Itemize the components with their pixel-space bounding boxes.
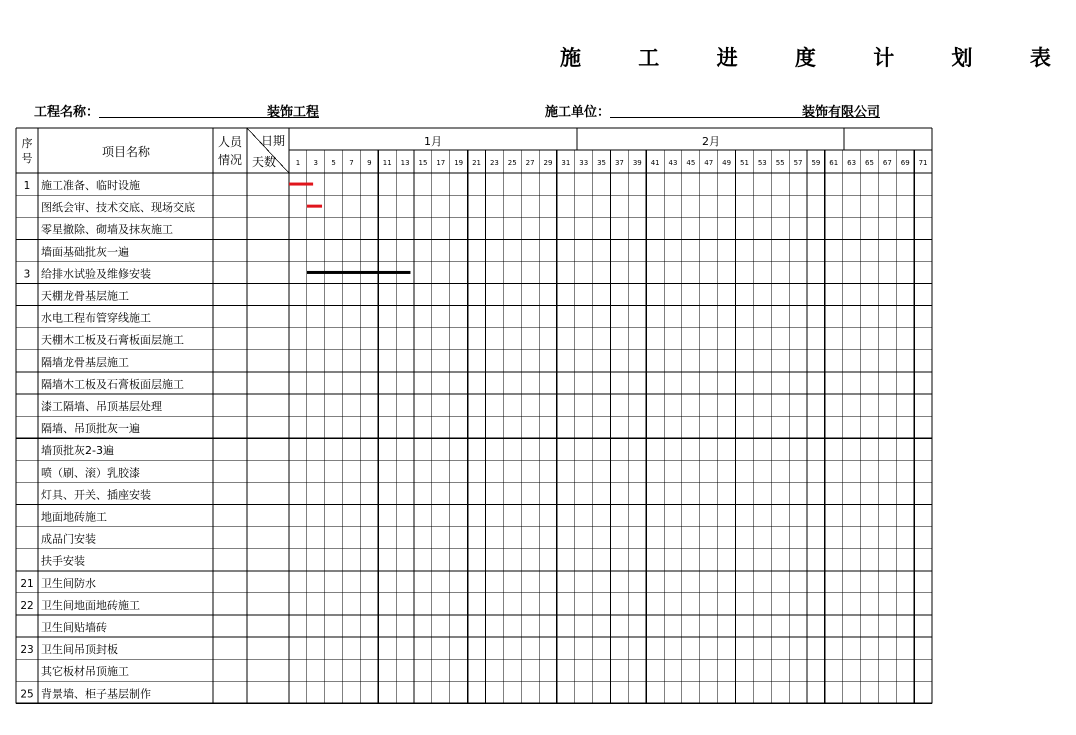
day-tick-label: 21 xyxy=(472,159,482,167)
row-item-name: 背景墙、柜子基层制作 xyxy=(41,687,151,701)
page-title: 施 工 进 度 计 划 表 xyxy=(560,45,1076,70)
day-tick-label: 37 xyxy=(614,159,624,167)
day-tick-label: 31 xyxy=(561,159,571,167)
schedule-bar xyxy=(307,271,411,274)
row-seq: 23 xyxy=(20,644,34,657)
seq-header-top: 序 xyxy=(21,137,33,150)
row-item-name: 成品门安装 xyxy=(41,532,96,546)
day-tick-label: 35 xyxy=(597,159,607,167)
table-grid-lines xyxy=(16,128,932,703)
row-item-name: 隔墙木工板及石膏板面层施工 xyxy=(41,377,184,391)
day-tick-label: 3 xyxy=(313,159,319,167)
day-tick-label: 41 xyxy=(650,159,660,167)
row-item-name: 图纸会审、技术交底、现场交底 xyxy=(41,201,195,215)
day-tick-label: 27 xyxy=(525,159,535,167)
row-seq: 21 xyxy=(20,577,34,590)
day-tick-labels xyxy=(296,159,928,167)
row-item-name: 卫生间贴墙砖 xyxy=(41,621,107,634)
schedule-bars xyxy=(289,183,410,274)
day-tick-label: 7 xyxy=(349,159,354,167)
row-item-name: 天棚龙骨基层施工 xyxy=(41,289,129,303)
row-seq: 1 xyxy=(23,180,31,192)
day-tick-label: 43 xyxy=(668,159,678,167)
row-item-name: 隔墙龙骨基层施工 xyxy=(41,355,129,369)
project-name: 装饰工程 xyxy=(99,101,319,118)
day-tick-label: 45 xyxy=(686,159,696,167)
row-seq: 3 xyxy=(23,268,31,281)
day-tick-label: 69 xyxy=(900,159,910,167)
schedule-bar xyxy=(289,183,313,186)
day-tick-label: 1 xyxy=(295,159,301,167)
day-tick-label: 23 xyxy=(489,159,499,167)
row-item-name: 墙顶批灰2-3遍 xyxy=(41,444,114,458)
row-item-name: 其它板材吊顶施工 xyxy=(41,665,129,679)
item-header: 项目名称 xyxy=(101,145,151,159)
day-tick-label: 47 xyxy=(704,159,714,167)
day-tick-label: 11 xyxy=(382,159,392,167)
day-tick-label: 59 xyxy=(811,159,821,167)
row-item-name: 地面地砖施工 xyxy=(41,510,107,524)
day-tick-label: 9 xyxy=(367,159,372,167)
row-item-name: 墙面基础批灰一遍 xyxy=(41,245,129,259)
row-item-name: 漆工隔墙、吊顶基层处理 xyxy=(41,400,162,413)
day-tick-label: 5 xyxy=(331,159,336,167)
seq-header-bottom: 号 xyxy=(21,152,33,165)
day-tick-label: 13 xyxy=(400,159,410,167)
day-tick-label: 57 xyxy=(793,159,803,167)
day-tick-label: 61 xyxy=(829,159,839,167)
day-tick-label: 29 xyxy=(543,159,553,167)
day-tick-label: 19 xyxy=(454,159,464,167)
row-item-name: 扶手安装 xyxy=(41,554,85,568)
month2-header: 2月 xyxy=(702,135,720,148)
row-item-name: 卫生间吊顶封板 xyxy=(41,643,118,657)
date-header: 日期 xyxy=(260,134,286,148)
day-tick-label: 71 xyxy=(918,159,928,167)
day-tick-label: 55 xyxy=(775,159,785,167)
row-item-name: 喷（刷、滚）乳胶漆 xyxy=(41,466,140,480)
row-item-name: 隔墙、吊顶批灰一遍 xyxy=(41,422,140,436)
project-label: 工程名称： xyxy=(34,105,100,120)
row-item-name: 施工准备、临时设施 xyxy=(41,179,140,192)
day-tick-label: 67 xyxy=(882,159,892,167)
people-header-bottom: 情况 xyxy=(217,153,243,167)
row-item-name: 给排水试验及维修安装 xyxy=(41,267,151,281)
day-tick-label: 51 xyxy=(739,159,749,167)
row-item-name: 水电工程布管穿线施工 xyxy=(41,311,151,325)
unit-label: 施工单位： xyxy=(545,105,611,120)
row-seq: 25 xyxy=(20,688,34,701)
unit-name: 装饰有限公司 xyxy=(610,101,880,118)
day-tick-label: 25 xyxy=(507,159,517,167)
day-tick-label: 53 xyxy=(757,159,767,167)
day-tick-label: 39 xyxy=(632,159,642,167)
days-header: 天数 xyxy=(251,155,277,169)
month1-header: 1月 xyxy=(424,135,442,148)
row-item-name: 卫生间地面地砖施工 xyxy=(41,598,140,612)
day-tick-label: 65 xyxy=(865,159,874,167)
row-item-name: 天棚木工板及石膏板面层施工 xyxy=(41,333,184,347)
row-item-name: 零星撤除、砌墙及抹灰施工 xyxy=(41,223,173,237)
day-tick-label: 15 xyxy=(418,159,428,167)
row-item-name: 灯具、开关、插座安装 xyxy=(41,488,151,502)
task-rows xyxy=(20,178,195,700)
day-tick-label: 17 xyxy=(436,159,446,167)
day-tick-label: 63 xyxy=(847,159,857,167)
schedule-bar xyxy=(307,205,322,208)
row-seq: 22 xyxy=(20,599,34,612)
day-tick-label: 49 xyxy=(722,159,732,167)
row-item-name: 卫生间防水 xyxy=(41,576,96,590)
day-tick-label: 33 xyxy=(579,159,589,167)
people-header-top: 人员 xyxy=(217,135,243,149)
